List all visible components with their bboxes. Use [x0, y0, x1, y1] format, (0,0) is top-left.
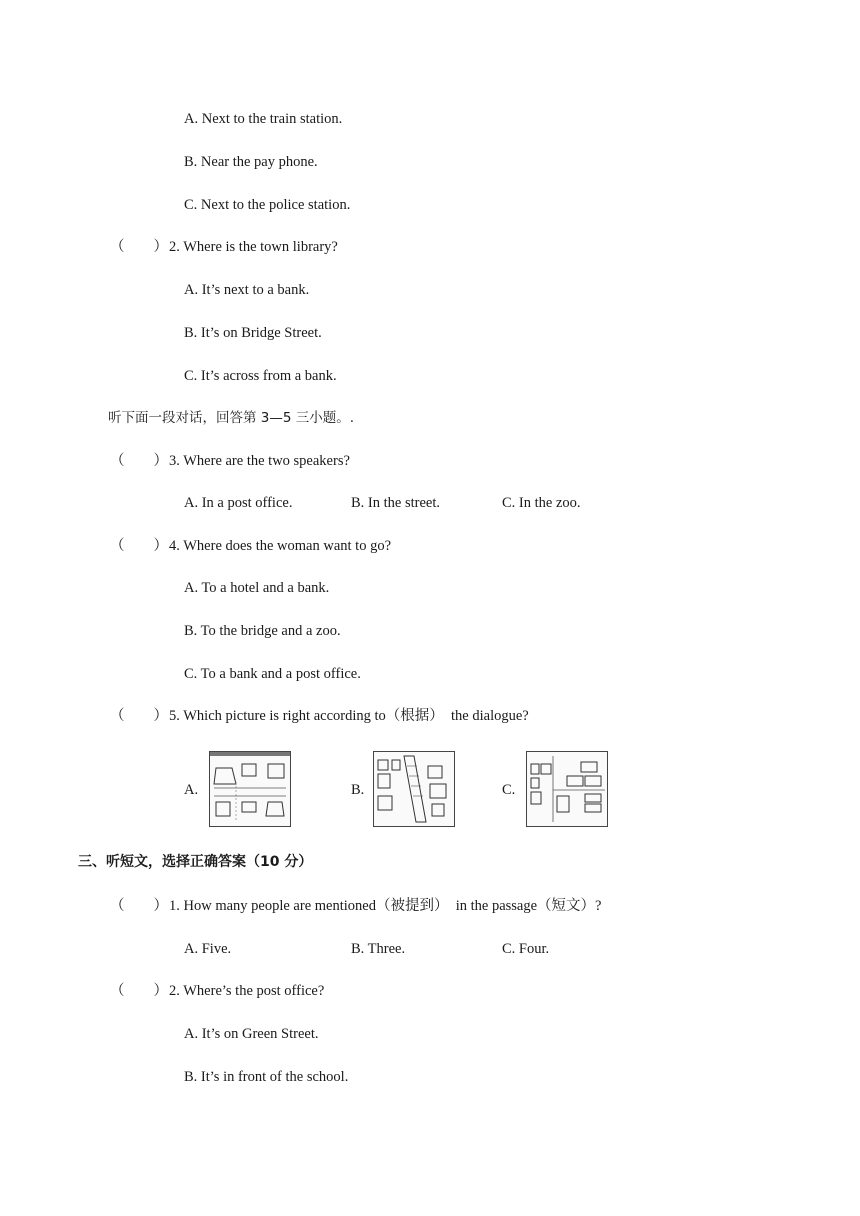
section-3-heading: 三、听短文，选择正确答案（10 分）	[78, 854, 313, 870]
q3-question: 3. Where are the two speakers?	[169, 453, 350, 469]
listening-instruction: 听下面一段对话，回答第 3—5 三小题。.	[108, 410, 355, 426]
q4-answer-blank[interactable]: （ ）	[110, 538, 168, 554]
q2-option-b: B. It’s on Bridge Street.	[184, 325, 322, 341]
q5-answer-blank[interactable]: （ ）	[110, 708, 168, 724]
q3-option-b: B. In the street.	[351, 495, 440, 511]
q3-option-a: A. In a post office.	[184, 495, 293, 511]
q1-option-b: B. Near the pay phone.	[184, 154, 318, 170]
q5-picture-b-map[interactable]	[373, 751, 455, 827]
q2-option-c: C. It’s across from a bank.	[184, 368, 337, 384]
q1-option-a: A. Next to the train station.	[184, 111, 343, 127]
s3q2-option-a: A. It’s on Green Street.	[184, 1026, 319, 1042]
q4-option-c: C. To a bank and a post office.	[184, 666, 361, 682]
q5-question: 5. Which picture is right according to（根据） the dialogue?	[169, 708, 529, 724]
street-map-a-image	[210, 752, 290, 826]
q5-picture-b-label: B.	[351, 782, 365, 798]
q4-option-b: B. To the bridge and a zoo.	[184, 623, 341, 639]
s3q2-question: 2. Where’s the post office?	[169, 983, 325, 999]
s3q1-answer-blank[interactable]: （ ）	[110, 898, 168, 914]
s3q2-answer-blank[interactable]: （ ）	[110, 983, 168, 999]
q3-answer-blank[interactable]: （ ）	[110, 453, 168, 469]
q1-option-c: C. Next to the police station.	[184, 197, 351, 213]
s3q1-question: 1. How many people are mentioned（被提到） in the passage（短文）?	[169, 898, 602, 914]
q5-picture-c-label: C.	[502, 782, 516, 798]
s3q1-option-b: B. Three.	[351, 941, 406, 957]
q3-option-c: C. In the zoo.	[502, 495, 581, 511]
s3q1-option-a: A. Five.	[184, 941, 232, 957]
q4-question: 4. Where does the woman want to go?	[169, 538, 392, 554]
q2-option-a: A. It’s next to a bank.	[184, 282, 310, 298]
q2-question: 2. Where is the town library?	[169, 239, 338, 255]
q4-option-a: A. To a hotel and a bank.	[184, 580, 330, 596]
s3q1-option-c: C. Four.	[502, 941, 550, 957]
q5-picture-a-map[interactable]	[209, 751, 291, 827]
s3q2-option-b: B. It’s in front of the school.	[184, 1069, 349, 1085]
q5-picture-a-label: A.	[184, 782, 199, 798]
q2-answer-blank[interactable]: （ ）	[110, 239, 168, 255]
q5-picture-c-map[interactable]	[526, 751, 608, 827]
street-map-c-image	[527, 752, 607, 826]
street-map-b-image	[374, 752, 454, 826]
